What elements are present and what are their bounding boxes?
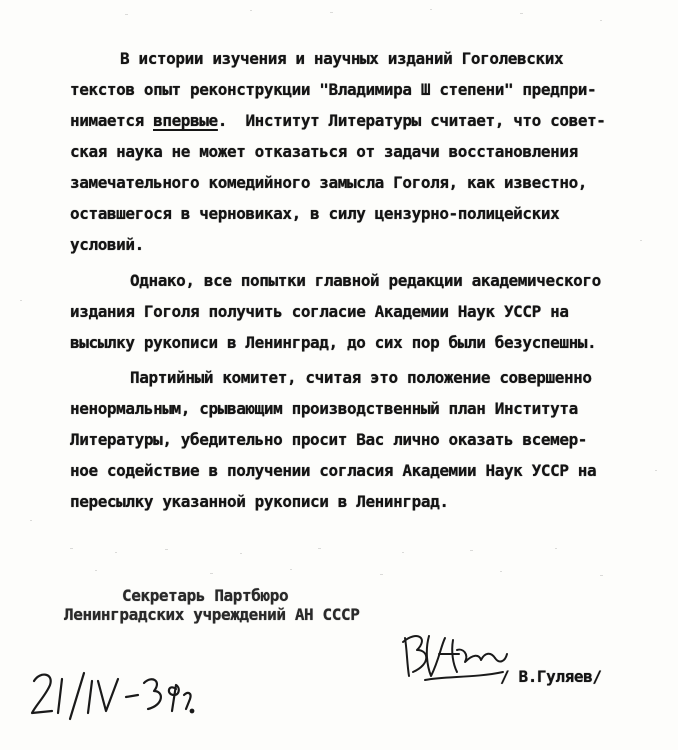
paragraph3-line1: Партийный комитет, считая это положение совершенно xyxy=(130,368,592,387)
signatory-title-line1: Секретарь Партбюро xyxy=(122,586,289,605)
paragraph2-line1: Однако, все попытки главной редакции академического xyxy=(130,271,601,290)
paragraph2-line2: издания Гоголя получить согласие Академии Наук УССР на xyxy=(70,302,569,321)
handwritten-date xyxy=(26,665,196,725)
paragraph1-line2: текстов опыт реконструкции "Владимира Ш степени" предпри- xyxy=(70,80,597,99)
paragraph1-line1: В истории изучения и научных изданий Гоголевских xyxy=(120,49,564,68)
paragraph1-line4: ская наука не может отказаться от задачи восстановления xyxy=(70,142,578,161)
paragraph3-line4: ное содействие в получении согласия Академии Наук УССР на xyxy=(70,461,597,480)
paragraph3-line2: ненормальным, срывающим производственный план Института xyxy=(70,399,578,418)
paragraph2-line3: высылку рукописи в Ленинград, до сих пор были безуспешны. xyxy=(70,333,597,352)
paragraph3-line5: пересылку указанной рукописи в Ленинград. xyxy=(70,492,449,511)
paragraph1-line3-before: нимается xyxy=(70,111,154,130)
paragraph1-line3-after: . Институт Литературы считает, что совет- xyxy=(217,111,606,130)
paragraph1-line3 xyxy=(70,111,606,130)
paragraph1-line7: условий. xyxy=(70,235,144,254)
signatory-title-line2: Ленинградских учреждений АН СССР xyxy=(64,605,360,624)
signatory-name: / В.Гуляев/ xyxy=(500,667,602,686)
handwritten-signature xyxy=(395,620,515,688)
paragraph1-line5: замечательного комедийного замысла Гоголя, как известно, xyxy=(70,173,588,192)
paragraph1-line6: оставшегося в черновиках, в силу цензурно-полицейских xyxy=(70,204,560,223)
paragraph3-line3: Литературы, убедительно просит Вас лично оказать всемер- xyxy=(70,430,588,449)
underlined-word: впервые xyxy=(153,111,218,130)
